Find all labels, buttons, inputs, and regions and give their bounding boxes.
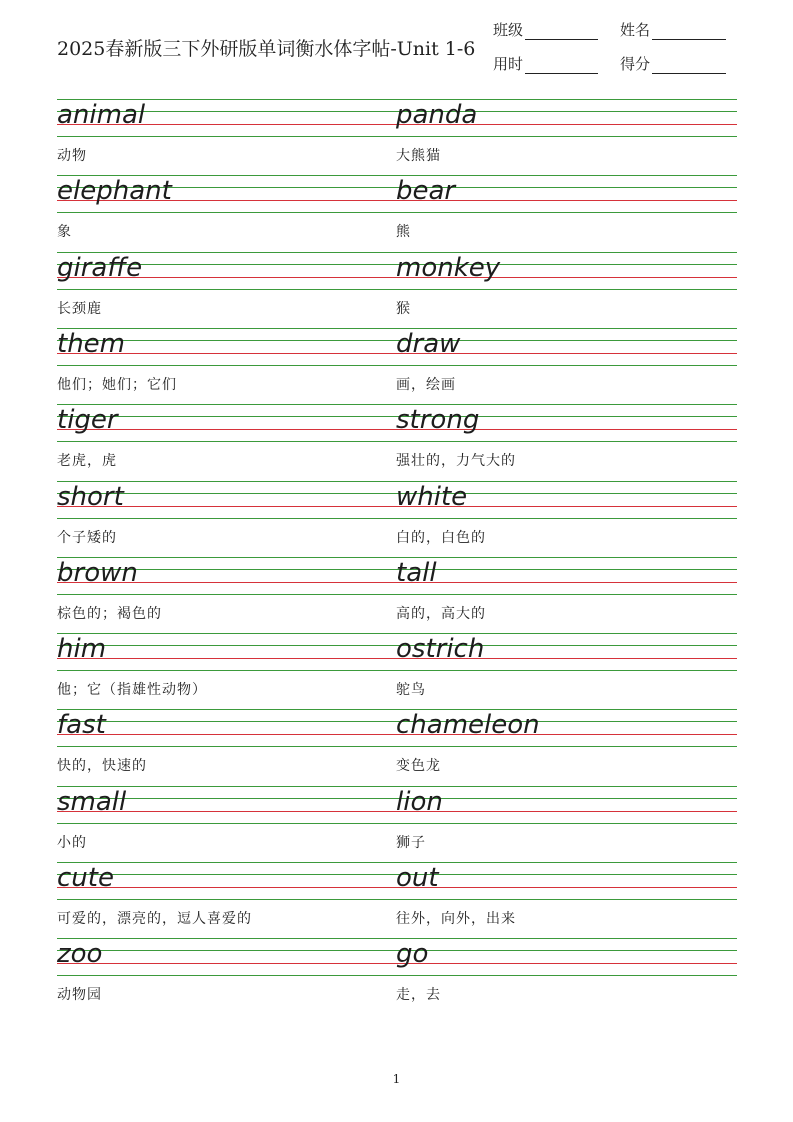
time-blank[interactable]	[525, 59, 598, 74]
chinese-meaning: 棕色的；褐色的	[57, 605, 162, 622]
class-blank[interactable]	[525, 25, 598, 40]
english-word: tall	[396, 557, 437, 588]
chinese-meaning: 熊	[396, 224, 411, 241]
score-label: 得分	[620, 55, 651, 73]
english-word: out	[396, 863, 439, 893]
guide-line	[57, 289, 737, 290]
english-word: fast	[57, 710, 106, 741]
chinese-meaning: 他；它（指雄性动物）	[57, 682, 207, 699]
class-label: 班级	[493, 21, 524, 39]
chinese-meaning: 高的，高大的	[396, 605, 486, 622]
chinese-meaning: 长颈鹿	[57, 300, 102, 317]
word-row	[57, 328, 737, 404]
chinese-meaning: 鸵鸟	[396, 682, 426, 699]
english-word: panda	[396, 100, 478, 130]
word-row	[57, 862, 737, 938]
guide-line	[57, 975, 737, 976]
guide-line	[57, 212, 737, 213]
word-row	[57, 633, 737, 709]
english-word: white	[396, 481, 468, 512]
class-field[interactable]	[493, 19, 598, 40]
chinese-meaning: 快的，快速的	[57, 758, 147, 775]
time-field[interactable]	[493, 53, 598, 74]
english-word: animal	[57, 100, 146, 130]
word-row	[57, 557, 737, 633]
guide-line	[57, 670, 737, 671]
english-word: tiger	[57, 405, 118, 436]
english-word: short	[57, 481, 124, 512]
chinese-meaning: 可爱的，漂亮的，逗人喜爱的	[57, 911, 252, 927]
english-word: lion	[396, 786, 443, 817]
chinese-meaning: 大熊猫	[396, 148, 441, 164]
guide-line	[57, 899, 737, 900]
chinese-meaning: 往外，向外，出来	[396, 911, 516, 927]
page-title: 2025春新版三下外研版单词衡水体字帖-Unit 1-6	[57, 38, 476, 60]
chinese-meaning: 白的，白色的	[396, 529, 486, 546]
english-word: brown	[57, 557, 138, 588]
guide-line	[57, 746, 737, 747]
score-field[interactable]	[620, 53, 726, 74]
english-word: bear	[396, 176, 456, 207]
chinese-meaning: 变色龙	[396, 758, 441, 775]
chinese-meaning: 走，去	[396, 987, 441, 1004]
word-row	[57, 938, 737, 1014]
word-row	[57, 786, 737, 862]
guide-line	[57, 823, 737, 824]
word-row	[57, 404, 737, 480]
name-label: 姓名	[620, 21, 651, 39]
chinese-meaning: 画，绘画	[396, 376, 456, 393]
chinese-meaning: 强壮的，力气大的	[396, 453, 516, 470]
english-word: elephant	[57, 176, 172, 207]
english-word: chameleon	[396, 710, 540, 741]
chinese-meaning: 动物	[57, 148, 87, 164]
chinese-meaning: 老虎，虎	[57, 453, 117, 470]
score-blank[interactable]	[652, 59, 726, 74]
name-blank[interactable]	[652, 25, 726, 40]
guide-line	[57, 518, 737, 519]
english-word: giraffe	[57, 252, 143, 283]
english-word: zoo	[57, 939, 103, 970]
word-row	[57, 175, 737, 251]
time-label: 用时	[493, 55, 524, 73]
english-word: him	[57, 634, 107, 665]
word-row	[57, 252, 737, 328]
english-word: small	[57, 786, 127, 817]
page-number: 1	[392, 1072, 401, 1086]
english-word: ostrich	[396, 634, 485, 665]
chinese-meaning: 象	[57, 224, 72, 241]
chinese-meaning: 个子矮的	[57, 529, 117, 546]
chinese-meaning: 动物园	[57, 987, 102, 1004]
guide-line	[57, 136, 737, 137]
word-row	[57, 709, 737, 785]
chinese-meaning: 狮子	[396, 834, 426, 851]
english-word: cute	[57, 863, 114, 893]
english-word: go	[396, 939, 429, 970]
word-row	[57, 481, 737, 557]
english-word: them	[57, 328, 125, 359]
chinese-meaning: 猴	[396, 300, 411, 317]
guide-line	[57, 441, 737, 442]
english-word: strong	[396, 405, 480, 436]
chinese-meaning: 他们；她们；它们	[57, 376, 177, 393]
name-field[interactable]	[620, 19, 726, 40]
chinese-meaning: 小的	[57, 834, 87, 851]
english-word: draw	[396, 328, 461, 359]
guide-line	[57, 594, 737, 595]
guide-line	[57, 365, 737, 366]
word-row	[57, 99, 737, 175]
english-word: monkey	[396, 252, 501, 283]
